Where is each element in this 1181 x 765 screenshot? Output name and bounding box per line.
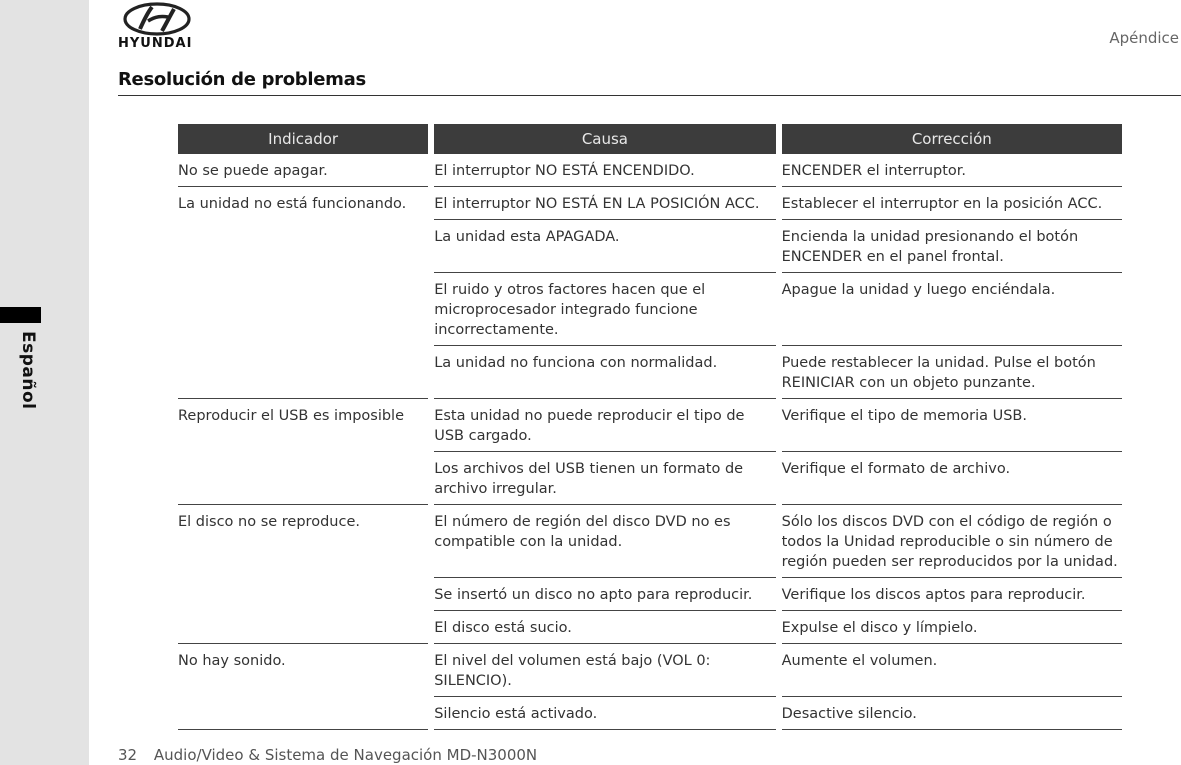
fix-cell: Desactive silencio. <box>782 697 1122 730</box>
fix-cell: Puede restablecer la unidad. Pulse el botón REINICIAR con un objeto punzante. <box>782 346 1122 399</box>
page-title: Resolución de problemas <box>118 69 366 90</box>
section-label: Apéndice <box>1109 29 1179 47</box>
troubleshooting-table <box>172 124 1128 730</box>
header-cause: Causa <box>434 124 775 154</box>
footer-text: Audio/Video & Sistema de Navegación MD-N3000N <box>153 746 538 764</box>
page-footer <box>118 746 537 764</box>
cause-cell: El número de región del disco DVD no es compatible con la unidad. <box>434 505 775 578</box>
brand-wordmark: HYUNDAI <box>118 36 193 51</box>
cause-cell: La unidad esta APAGADA. <box>434 220 775 273</box>
fix-cell: ENCENDER el interruptor. <box>782 154 1122 187</box>
indicator-cell: Reproducir el USB es imposible <box>178 399 428 505</box>
cause-cell: El nivel del volumen está bajo (VOL 0: SILENCIO). <box>434 644 775 697</box>
indicator-cell: No se puede apagar. <box>178 154 428 187</box>
cause-cell: El interruptor NO ESTÁ EN LA POSICIÓN ACC. <box>434 187 775 220</box>
table-row <box>178 399 1122 452</box>
fix-cell: Apague la unidad y luego enciéndala. <box>782 273 1122 346</box>
cause-cell: Esta unidad no puede reproducir el tipo de USB cargado. <box>434 399 775 452</box>
header-indicator: Indicador <box>178 124 428 154</box>
cause-cell: El interruptor NO ESTÁ ENCENDIDO. <box>434 154 775 187</box>
fix-cell: Verifique los discos aptos para reproducir. <box>782 578 1122 611</box>
page-number: 32 <box>118 746 138 764</box>
fix-cell: Sólo los discos DVD con el código de región o todos la Unidad reproducible o sin número de región pueden ser reproducidos por la unidad. <box>782 505 1122 578</box>
fix-cell: Establecer el interruptor en la posición ACC. <box>782 187 1122 220</box>
table-row <box>178 187 1122 220</box>
cause-cell: La unidad no funciona con normalidad. <box>434 346 775 399</box>
cause-cell: Los archivos del USB tienen un formato de archivo irregular. <box>434 452 775 505</box>
fix-cell: Verifique el tipo de memoria USB. <box>782 399 1122 452</box>
header-correction: Corrección <box>782 124 1122 154</box>
fix-cell: Expulse el disco y límpielo. <box>782 611 1122 644</box>
indicator-cell: El disco no se reproduce. <box>178 505 428 644</box>
cause-cell: Silencio está activado. <box>434 697 775 730</box>
table-row <box>178 505 1122 578</box>
table-row <box>178 154 1122 187</box>
cause-cell: El disco está sucio. <box>434 611 775 644</box>
indicator-cell: La unidad no está funcionando. <box>178 187 428 399</box>
indicator-cell: No hay sonido. <box>178 644 428 730</box>
fix-cell: Aumente el volumen. <box>782 644 1122 697</box>
language-tab-label: Español <box>18 331 38 410</box>
fix-cell: Verifique el formato de archivo. <box>782 452 1122 505</box>
language-tab-marker <box>0 307 41 323</box>
table-row <box>178 644 1122 697</box>
cause-cell: El ruido y otros factores hacen que el microprocesador integrado funcione incorrectamente. <box>434 273 775 346</box>
fix-cell: Encienda la unidad presionando el botón ENCENDER en el panel frontal. <box>782 220 1122 273</box>
table-header-row <box>178 124 1122 154</box>
cause-cell: Se insertó un disco no apto para reproducir. <box>434 578 775 611</box>
title-divider <box>118 95 1181 96</box>
